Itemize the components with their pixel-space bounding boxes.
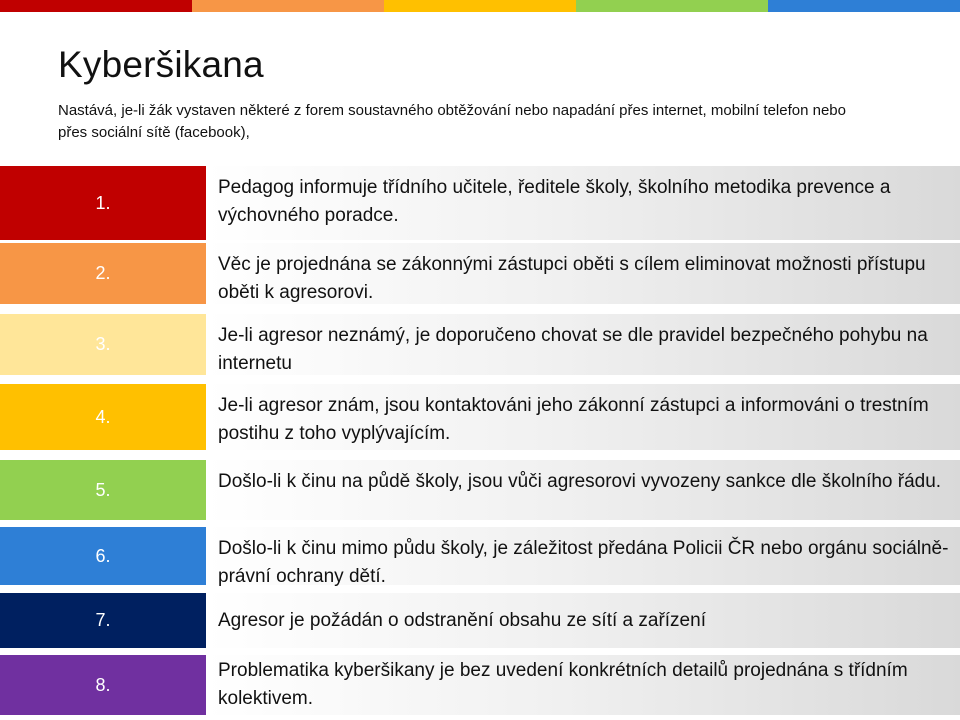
step-3 — [0, 314, 960, 375]
step-5-number: 5. — [0, 460, 206, 520]
step-2-text: Věc je projednána se zákonnými zástupci oběti s cílem eliminovat možnosti přístupu oběti k agresorovi. — [206, 243, 960, 304]
step-7-text: Agresor je požádán o odstranění obsahu ze sítí a zařízení — [206, 593, 960, 648]
slide-title: Kyberšikana — [58, 44, 264, 85]
step-8-number: 8. — [0, 655, 206, 715]
step-8-text: Problematika kyberšikany je bez uvedení konkrétních detailů projednána s třídním kolektivem. — [206, 655, 960, 715]
step-8 — [0, 655, 960, 715]
step-5-text: Došlo-li k činu na půdě školy, jsou vůči agresorovi vyvozeny sankce dle školního řádu. — [206, 460, 960, 520]
step-2-number: 2. — [0, 243, 206, 304]
step-6-number: 6. — [0, 527, 206, 585]
slide-subtitle: Nastává, je-li žák vystaven některé z forem soustavného obtěžování nebo napadání přes internet, mobilní telefon nebo přes sociální sítě (facebook), — [58, 102, 846, 141]
step-1-number: 1. — [0, 166, 206, 240]
step-7 — [0, 593, 960, 648]
step-1 — [0, 166, 960, 240]
step-1-text: Pedagog informuje třídního učitele, ředitele školy, školního metodika prevence a výchovného poradce. — [206, 166, 960, 240]
step-4-number: 4. — [0, 384, 206, 450]
step-6-text: Došlo-li k činu mimo půdu školy, je záležitost předána Policii ČR nebo orgánu sociálně-právní ochrany dětí. — [206, 527, 960, 585]
step-4 — [0, 384, 960, 450]
step-6 — [0, 527, 960, 585]
step-3-text: Je-li agresor neznámý, je doporučeno chovat se dle pravidel bezpečného pohybu na internetu — [206, 314, 960, 375]
step-2 — [0, 243, 960, 304]
step-4-text: Je-li agresor znám, jsou kontaktováni jeho zákonní zástupci a informováni o trestním postihu z toho vyplývajícím. — [206, 384, 960, 450]
step-3-number: 3. — [0, 314, 206, 375]
step-7-number: 7. — [0, 593, 206, 648]
step-5 — [0, 460, 960, 520]
